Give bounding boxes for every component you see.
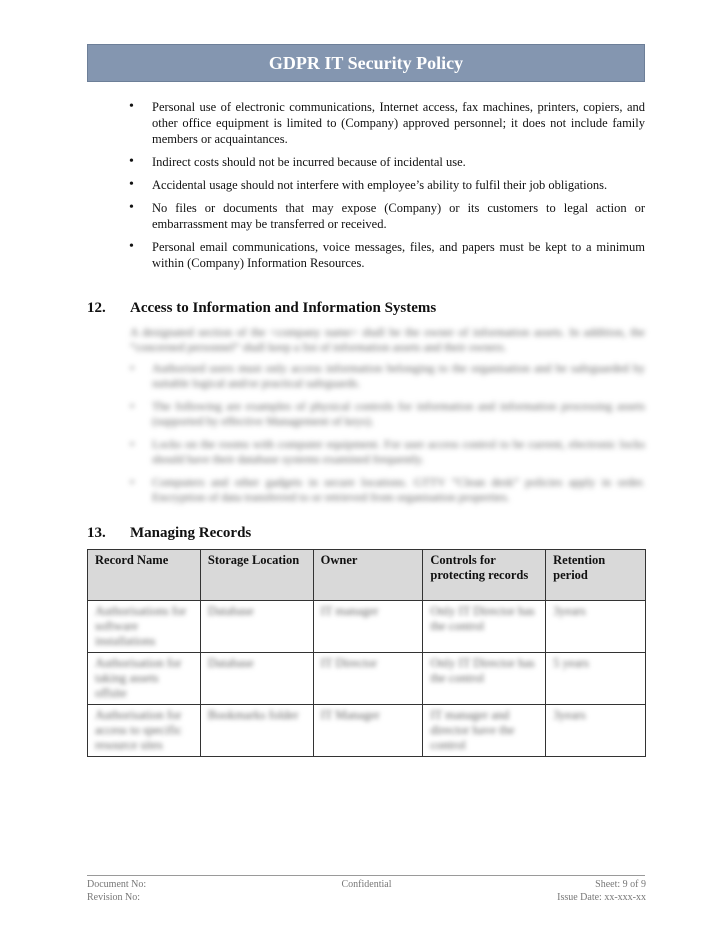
section-13-heading xyxy=(87,525,251,542)
table-cell xyxy=(88,601,201,653)
list-item: • Computers and other gadgets in secure locations. GTTV “Clean desk” policies apply in order. Encryption of data transferred to or retrieved from organisation properties. xyxy=(130,475,645,505)
section-title: Access to Information and Information Systems xyxy=(130,300,437,316)
section-title: Managing Records xyxy=(130,525,252,541)
column-header: Retention period xyxy=(546,550,646,601)
section-12-heading xyxy=(87,300,436,317)
cell-text: Authorisation for access to specific resource sites xyxy=(95,708,182,752)
list-item: • Indirect costs should not be incurred because of incidental use. xyxy=(87,154,645,170)
column-header: Record Name xyxy=(88,550,201,601)
records-table xyxy=(87,549,646,757)
footer-right xyxy=(480,878,646,904)
table-cell xyxy=(200,653,313,705)
table-cell xyxy=(423,705,546,757)
list-item: • Personal email communications, voice messages, files, and papers must be kept to a minimum within (Company) Information Resources. xyxy=(87,239,645,271)
cell-text: Database xyxy=(207,604,254,618)
cell-text: IT Manager xyxy=(320,708,380,722)
table-cell xyxy=(88,705,201,757)
cell-text: 3years xyxy=(553,604,586,618)
section-number: 12. xyxy=(87,300,106,316)
table-cell xyxy=(313,705,423,757)
column-header: Storage Location xyxy=(200,550,313,601)
table-row xyxy=(88,601,646,653)
table-cell xyxy=(546,601,646,653)
cell-text: Authorisations for software installations xyxy=(95,604,187,648)
document-number-label: Document No: xyxy=(87,879,147,890)
issue-date: Issue Date: xx-xxx-xx xyxy=(557,892,646,903)
cell-text: 5 years xyxy=(553,656,589,670)
table-cell xyxy=(546,653,646,705)
table-cell xyxy=(546,705,646,757)
table-cell xyxy=(313,653,423,705)
cell-text: Only IT Director has the control xyxy=(430,604,535,633)
table-header-row xyxy=(88,550,646,601)
table-cell xyxy=(88,653,201,705)
list-item: • No files or documents that may expose (Company) or its customers to legal action or embarrassment may be transferred or received. xyxy=(87,200,645,232)
section-12-body xyxy=(130,325,645,513)
confidential-label: Confidential xyxy=(341,879,392,890)
section-12-bullet-list xyxy=(130,361,645,505)
sheet-number: Sheet: 9 of 9 xyxy=(595,879,646,890)
table-cell xyxy=(423,601,546,653)
footer-left xyxy=(87,878,146,904)
cell-text: Bookmarks folder xyxy=(207,708,299,722)
table-cell xyxy=(313,601,423,653)
table-cell xyxy=(200,705,313,757)
section-number: 13. xyxy=(87,525,106,541)
cell-text: 3years xyxy=(553,708,586,722)
table-row xyxy=(88,705,646,757)
list-item: • Personal use of electronic communications, Internet access, fax machines, printers, copiers, and other office equipment is limited to (Company) approved personnel; it does not include family members or acquaintances. xyxy=(87,99,645,147)
table-cell xyxy=(423,653,546,705)
footer-divider xyxy=(87,875,645,876)
section-12-intro: A designated section of the <company name> shall be the owner of information assets. In addition, the “concerned personnel” shall keep a list of information assets and their owners. xyxy=(130,325,645,354)
list-item: • The following are examples of physical controls for information and information processing assets (supported by effective Management of keys). xyxy=(130,399,645,429)
cell-text: Authorisation for taking assets offsite xyxy=(95,656,182,700)
cell-text: IT Director xyxy=(320,656,378,670)
policy-bullet-list xyxy=(87,99,645,278)
revision-number-label: Revision No: xyxy=(87,892,141,903)
list-item: • Authorised users must only access information belonging to the organisation and be safeguarded by suitable logical and/or practical safeguards. xyxy=(130,361,645,391)
cell-text: IT manager xyxy=(320,604,379,618)
list-item: • Accidental usage should not interfere with employee’s ability to fulfil their job obligations. xyxy=(87,177,645,193)
document-title-bar xyxy=(87,44,645,82)
document-title: GDPR IT Security Policy xyxy=(268,52,464,73)
column-header: Owner xyxy=(313,550,423,601)
cell-text: Database xyxy=(207,656,254,670)
column-header: Controls for protecting records xyxy=(423,550,546,601)
table-row xyxy=(88,653,646,705)
table-cell xyxy=(200,601,313,653)
cell-text: Only IT Director has the control xyxy=(430,656,535,685)
cell-text: IT manager and director have the control xyxy=(430,708,515,752)
list-item: • Locks on the rooms with computer equipment. For user access control to be current, electronic locks should have their database systems examined frequently. xyxy=(130,437,645,467)
footer-center xyxy=(300,878,433,891)
